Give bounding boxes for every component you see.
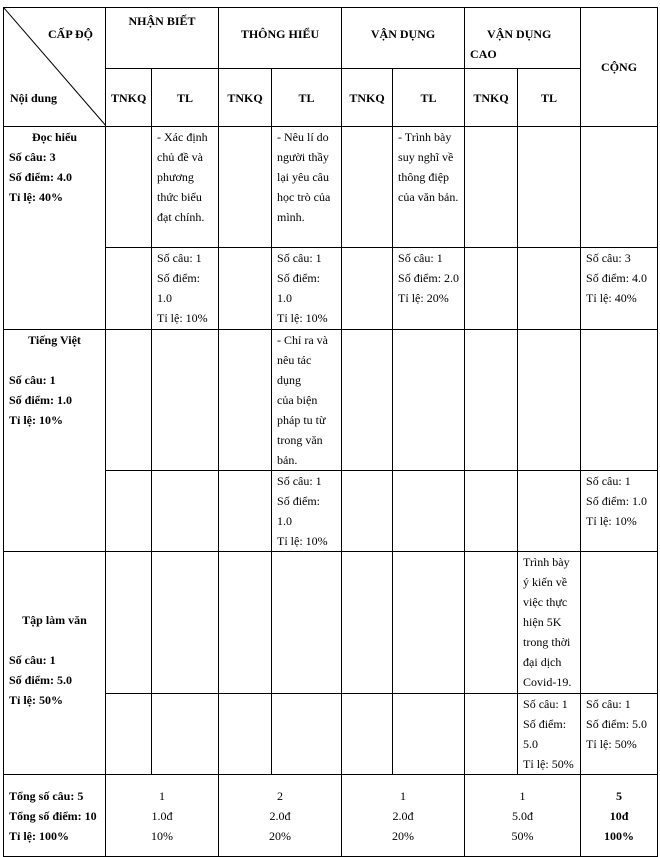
desc-line: của văn bản. (398, 190, 459, 204)
stat-line: Số điểm: (157, 271, 201, 285)
tlv-th-tl (272, 552, 342, 694)
tong-so-cau: Tổng số câu: 5 (9, 788, 84, 803)
desc-line: ý kiến về (523, 575, 568, 589)
tv-cong-stats (581, 471, 658, 552)
totals-row (4, 775, 658, 857)
tieng-viet-desc-row (4, 330, 658, 471)
desc-line: suy nghĩ về (398, 150, 454, 164)
vd-tnkq-header: TNKQ (342, 69, 393, 127)
desc-line: - Xác định (157, 130, 208, 144)
stat-line: Tỉ lệ: 10% (277, 534, 328, 548)
dh-cong-desc (581, 127, 658, 248)
tv-th-tl-stats (272, 471, 342, 552)
dh-vd-tl-stats (393, 248, 465, 330)
doc-hieu-so-cau: Số câu: 3 (9, 150, 56, 164)
tieng-viet-section-cell (4, 330, 106, 552)
stat-line: 1.0 (157, 291, 172, 305)
desc-line: - Nêu lí do (277, 130, 329, 144)
cap-do-label: CẤP ĐỘ (48, 27, 93, 41)
tap-lam-van-ti-le: Tỉ lệ: 50% (9, 693, 63, 707)
tv-th-tnkq-stats (219, 471, 272, 552)
total-value: 2.0đ (269, 808, 291, 823)
tlv-nb-tnkq-stats (106, 694, 152, 775)
dh-th-tl-desc (272, 127, 342, 248)
tv-cong-desc (581, 330, 658, 471)
van-dung-cao-line1: VẬN DỤNG (487, 27, 552, 41)
stat-line: Số câu: 1 (586, 474, 631, 488)
dh-th-tl-stats (272, 248, 342, 330)
total-value: 1.0đ (151, 808, 173, 823)
dh-th-tnkq (219, 127, 272, 248)
th-tnkq-header: TNKQ (219, 69, 272, 127)
desc-line: nêu tác dụng (277, 353, 312, 387)
stat-line: Số điểm: 1.0 (277, 494, 321, 528)
desc-line: đại dịch (523, 655, 562, 669)
stat-line: Số câu: 1 (586, 697, 631, 711)
tv-nb-tl (152, 330, 219, 471)
desc-line: người thầy (277, 150, 329, 164)
tlv-vdc-tnkq (465, 552, 518, 694)
stat-line: Tỉ lệ: 50% (586, 737, 637, 751)
vdc-tnkq-header: TNKQ (465, 69, 518, 127)
desc-line: - Trình bày (398, 130, 452, 144)
doc-hieu-desc-row (4, 127, 658, 248)
tlv-th-tnkq (219, 552, 272, 694)
dh-vdc-tnkq (465, 127, 518, 248)
stat-line: Số câu: 3 (586, 251, 631, 265)
desc-line: bản. (277, 453, 298, 467)
total-value: 20% (392, 828, 415, 843)
spacer (9, 350, 100, 370)
desc-line: trong thời (523, 635, 571, 649)
dh-nb-tl-stats (152, 248, 219, 330)
stat-line: Số điểm: 1.0 (586, 494, 648, 508)
dh-th-tnkq-stats (219, 248, 272, 330)
header-row-levels (4, 8, 658, 69)
desc-line: pháp tu từ (277, 413, 326, 427)
nhan-biet-header: NHẬN BIẾT (106, 8, 219, 69)
total-van-dung-cao (465, 775, 581, 857)
desc-line: trong văn (277, 433, 323, 447)
doc-hieu-ti-le: Tỉ lệ: 40% (9, 190, 63, 204)
tap-lam-van-so-cau: Số câu: 1 (9, 653, 56, 667)
tlv-th-tl-stats (272, 694, 342, 775)
desc-line: học trò của (277, 190, 331, 204)
dh-cong-stats (581, 248, 658, 330)
nb-tnkq-header: TNKQ (106, 69, 152, 127)
stat-line: Tỉ lệ: 10% (157, 311, 208, 325)
total-van-dung (342, 775, 465, 857)
tv-vd-tl-stats (393, 471, 465, 552)
desc-line: Covid-19. (523, 675, 572, 689)
doc-hieu-name: Đọc hiểu (32, 130, 77, 144)
tv-nb-tnkq (106, 330, 152, 471)
tlv-nb-tl-stats (152, 694, 219, 775)
total-value: 1 (519, 788, 526, 803)
tlv-vdc-tl-stats (518, 694, 581, 775)
tlv-nb-tl (152, 552, 219, 694)
total-value: 1 (400, 788, 407, 803)
total-nhan-biet (106, 775, 219, 857)
dh-nb-tnkq (106, 127, 152, 248)
tieng-viet-name: Tiếng Việt (28, 333, 81, 347)
total-value: 100% (604, 828, 635, 843)
total-value: 50% (511, 828, 534, 843)
total-value: 1 (159, 788, 165, 803)
stat-line: Số câu: 1 (398, 251, 443, 265)
desc-line: chủ đề và (157, 150, 203, 164)
dh-vdc-tnkq-stats (465, 248, 518, 330)
tieng-viet-ti-le: Tỉ lệ: 10% (9, 413, 63, 427)
desc-line: Trình bày (523, 555, 570, 569)
th-tl-header: TL (272, 69, 342, 127)
desc-line: đạt chính. (157, 210, 205, 224)
total-value: 2.0đ (392, 808, 414, 823)
tv-vd-tnkq-stats (342, 471, 393, 552)
desc-line: lại yêu câu (277, 170, 329, 184)
stat-line: Tỉ lệ: 10% (586, 514, 637, 528)
van-dung-header: VẬN DỤNG (342, 8, 465, 69)
stat-line: Tỉ lệ: 40% (586, 291, 637, 305)
total-value: 5 (616, 788, 623, 803)
tlv-cong-desc (581, 552, 658, 694)
tlv-th-tnkq-stats (219, 694, 272, 775)
desc-line: mình. (277, 210, 305, 224)
tap-lam-van-section-cell (4, 552, 106, 775)
tv-vdc-tnkq-stats (465, 471, 518, 552)
doc-hieu-so-diem: Số điểm: 4.0 (9, 170, 72, 184)
tv-th-tnkq (219, 330, 272, 471)
tv-vdc-tl-stats (518, 471, 581, 552)
tlv-vd-tl-stats (393, 694, 465, 775)
desc-line: thông điệp (398, 170, 450, 184)
stat-line: Số điểm: 5.0 (586, 717, 648, 731)
total-cong (581, 775, 658, 857)
stat-line: Tỉ lệ: 20% (398, 291, 449, 305)
stat-line: Số câu: 1 (523, 697, 568, 711)
vdc-tl-header: TL (518, 69, 581, 127)
noi-dung-label: Nội dung (10, 91, 58, 105)
stat-line: Số điểm: 1.0 (277, 271, 321, 305)
tv-vdc-tnkq (465, 330, 518, 471)
tong-so-diem: Tổng số điểm: 10 (9, 808, 97, 823)
total-value: 2 (277, 788, 284, 803)
cong-header: CỘNG (581, 8, 658, 127)
tv-vd-tnkq (342, 330, 393, 471)
tlv-vdc-tl-desc (518, 552, 581, 694)
tlv-cong-stats (581, 694, 658, 775)
tlv-vd-tnkq (342, 552, 393, 694)
stat-line: Số câu: 1 (157, 251, 202, 265)
dh-vd-tnkq (342, 127, 393, 248)
stat-line: Tỉ lệ: 10% (277, 311, 328, 325)
dh-nb-tnkq-stats (106, 248, 152, 330)
dh-vd-tnkq-stats (342, 248, 393, 330)
stat-line: Số câu: 1 (277, 251, 322, 265)
total-value: 20% (269, 828, 292, 843)
nb-tl-header: TL (152, 69, 219, 127)
spacer (9, 630, 100, 650)
stat-line: Tỉ lệ: 50% (523, 757, 574, 771)
desc-line: hiện 5K (523, 615, 562, 629)
tap-lam-van-desc-row (4, 552, 658, 694)
desc-line: việc thực (523, 595, 568, 609)
tieng-viet-so-cau: Số câu: 1 (9, 373, 56, 387)
dh-vd-tl-desc (393, 127, 465, 248)
total-value: 10đ (609, 808, 629, 823)
desc-line: phương (157, 170, 194, 184)
stat-line: Số điểm: 4.0 (586, 271, 648, 285)
dh-vdc-tl-stats (518, 248, 581, 330)
tlv-vd-tl (393, 552, 465, 694)
dh-vdc-tl (518, 127, 581, 248)
total-thong-hieu (219, 775, 342, 857)
stat-line: 5.0 (523, 737, 539, 751)
stat-line: Số câu: 1 (277, 474, 322, 488)
van-dung-cao-header (465, 8, 581, 69)
tv-vd-tl (393, 330, 465, 471)
tlv-vdc-tnkq-stats (465, 694, 518, 775)
tong-ti-le: Tỉ lệ: 100% (9, 828, 69, 843)
tv-nb-tnkq-stats (106, 471, 152, 552)
tap-lam-van-so-diem: Số điểm: 5.0 (9, 673, 72, 687)
doc-hieu-section-cell (4, 127, 106, 330)
stat-line: Số điểm: 2.0 (398, 271, 460, 285)
desc-line: của biện (277, 393, 318, 407)
corner-header-cell (4, 8, 106, 127)
vd-tl-header: TL (393, 69, 465, 127)
stat-line: Số điểm: (523, 717, 567, 731)
tv-th-tl-desc (272, 330, 342, 471)
tap-lam-van-name: Tập làm văn (22, 613, 87, 627)
thong-hieu-header: THÔNG HIỂU (219, 8, 342, 69)
desc-line: - Chỉ ra và (277, 333, 328, 347)
van-dung-cao-line2: CAO (470, 47, 497, 61)
totals-label-cell (4, 775, 106, 857)
desc-line: thức biểu (157, 190, 202, 204)
tv-vdc-tl (518, 330, 581, 471)
dh-nb-tl-desc (152, 127, 219, 248)
tieng-viet-so-diem: Số điểm: 1.0 (9, 393, 72, 407)
total-value: 5.0đ (512, 808, 534, 823)
total-value: 10% (151, 828, 173, 843)
tlv-nb-tnkq (106, 552, 152, 694)
exam-matrix-table (3, 7, 658, 857)
tv-nb-tl-stats (152, 471, 219, 552)
tlv-vd-tnkq-stats (342, 694, 393, 775)
